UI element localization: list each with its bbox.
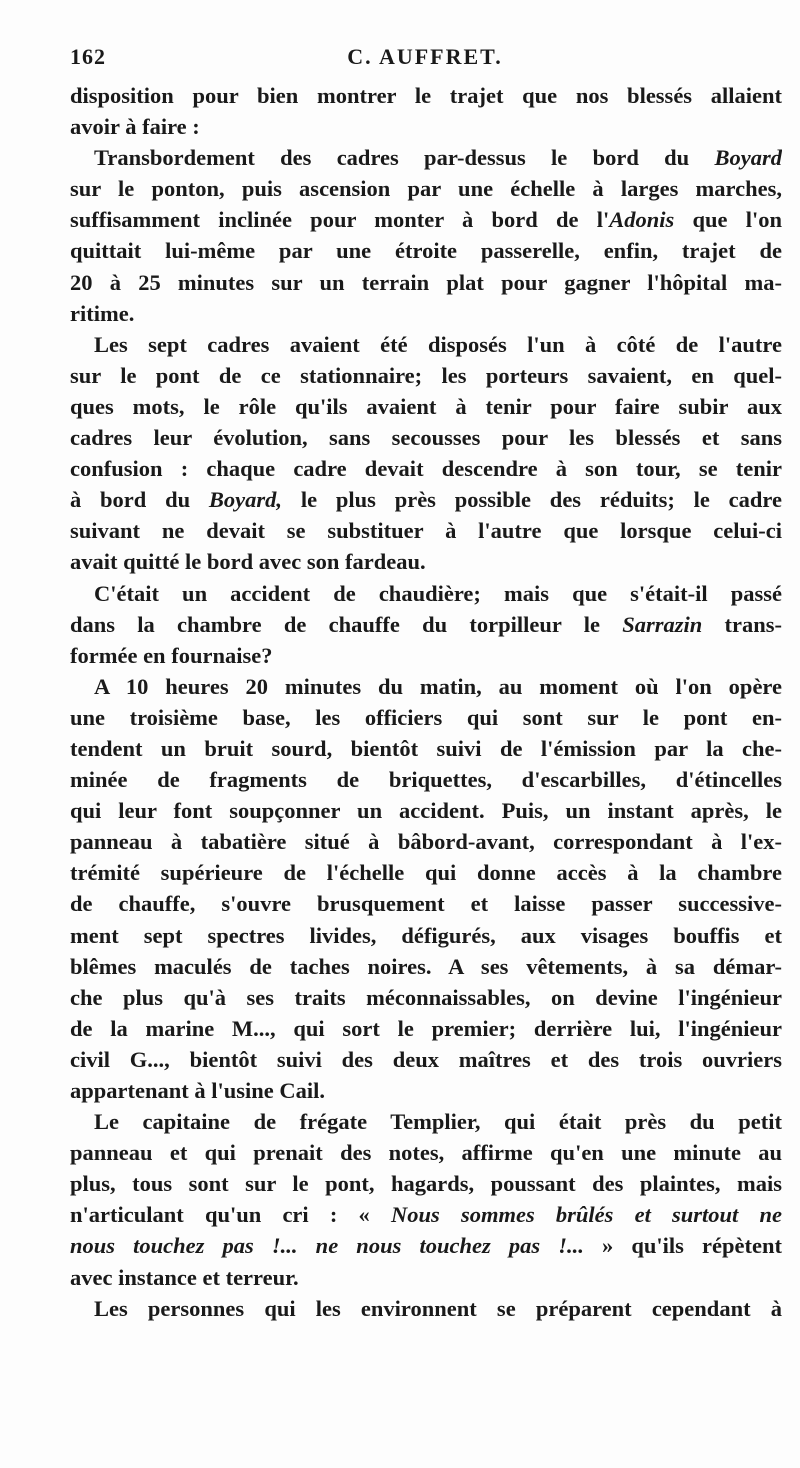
text-line: tendent un bruit sourd, bientôt suivi de l'émission par la che- [70, 735, 782, 761]
italic-text: Boyard [714, 145, 782, 171]
text-line: suffisamment inclinée pour monter à bord de l'Adonis que l'on [70, 207, 782, 233]
text-line: appartenant à l'usine Cail. [70, 1078, 326, 1103]
page-header [70, 44, 780, 74]
text-line: dans la chambre de chauffe du torpilleur le Sarrazin trans- [70, 611, 782, 637]
text-line: avec instance et terreur. [70, 1264, 299, 1290]
text-line: panneau et qui prenait des notes, affirme qu'en une minute au [70, 1140, 782, 1166]
text-line: che plus qu'à ses traits méconnaissables, on devine l'ingénieur [70, 984, 782, 1010]
text-line: nous touchez pas !... ne nous touchez pas !... » qu'ils répètent [70, 1233, 782, 1259]
text-line: avait quitté le bord avec son fardeau. [70, 549, 426, 575]
page-number: 162 [70, 44, 106, 69]
text-line: ritime. [70, 300, 135, 326]
text-line: sur le pont de ce stationnaire; les porteurs savaient, en quel- [70, 362, 782, 388]
text-line: sur le ponton, puis ascension par une échelle à larges marches, [70, 176, 782, 202]
text-line: de la marine M..., qui sort le premier; derrière lui, l'ingénieur [70, 1015, 782, 1041]
text-line: C'était un accident de chaudière; mais que s'était-il passé [94, 580, 782, 606]
text-line: avoir à faire : [70, 114, 200, 140]
text-line: formée en fournaise? [70, 642, 273, 668]
text-line: confusion : chaque cadre devait descendre à son tour, se tenir [70, 456, 782, 482]
text-line: Les personnes qui les environnent se préparent cependant à [94, 1295, 782, 1321]
text-line: cadres leur évolution, sans secousses pour les blessés et sans [70, 425, 782, 451]
text-line: minée de fragments de briquettes, d'escarbilles, d'étincelles [70, 767, 782, 793]
text-line: quittait lui-même par une étroite passerelle, enfin, trajet de [70, 238, 782, 264]
text-line: blêmes maculés de taches noires. A ses vêtements, à sa démar- [70, 953, 782, 979]
text-line: panneau à tabatière situé à bâbord-avant, correspondant à l'ex- [70, 829, 782, 855]
text-line: ques mots, le rôle qu'ils avaient à tenir pour faire subir aux [70, 393, 782, 419]
text-line: plus, tous sont sur le pont, hagards, poussant des plaintes, mais [70, 1171, 782, 1197]
italic-text: nous touchez pas !... ne nous touchez pas !... [70, 1233, 584, 1259]
text-line: Le capitaine de frégate Templier, qui était près du petit [94, 1109, 782, 1135]
running-head: C. AUFFRET. [347, 44, 503, 69]
text-line: Transbordement des cadres par-dessus le bord du Boyard [94, 145, 782, 171]
text-line: A 10 heures 20 minutes du matin, au moment où l'on opère [94, 673, 782, 699]
text-line: Les sept cadres avaient été disposés l'un à côté de l'autre [94, 331, 782, 357]
text-line: n'articulant qu'un cri : « Nous sommes brûlés et surtout ne [70, 1202, 782, 1228]
text-line: ment sept spectres livides, défigurés, aux visages bouffis et [70, 922, 782, 948]
text-line: qui leur font soupçonner un accident. Puis, un instant après, le [70, 798, 782, 824]
italic-text: Sarrazin [622, 611, 703, 637]
text-line: disposition pour bien montrer le trajet que nos blessés allaient [70, 83, 782, 108]
italic-text: Nous sommes brûlés et surtout ne [390, 1202, 782, 1228]
text-line: suivant ne devait se substituer à l'autre que lorsque celui-ci [70, 518, 782, 544]
text-line: une troisième base, les officiers qui sont sur le pont en- [70, 704, 782, 730]
text-line: 20 à 25 minutes sur un terrain plat pour gagner l'hôpital ma- [70, 269, 782, 295]
italic-text: Adonis [609, 207, 675, 233]
text-line: trémité supérieure de l'échelle qui donne accès à la chambre [70, 860, 782, 886]
text-line: à bord du Boyard, le plus près possible des réduits; le cadre [70, 487, 782, 513]
italic-text: Boyard, [208, 487, 283, 513]
text-line: de chauffe, s'ouvre brusquement et laisse passer successive- [70, 891, 782, 917]
body-text [70, 80, 782, 1324]
text-line: civil G..., bientôt suivi des deux maîtres et des trois ouvriers [70, 1046, 782, 1072]
